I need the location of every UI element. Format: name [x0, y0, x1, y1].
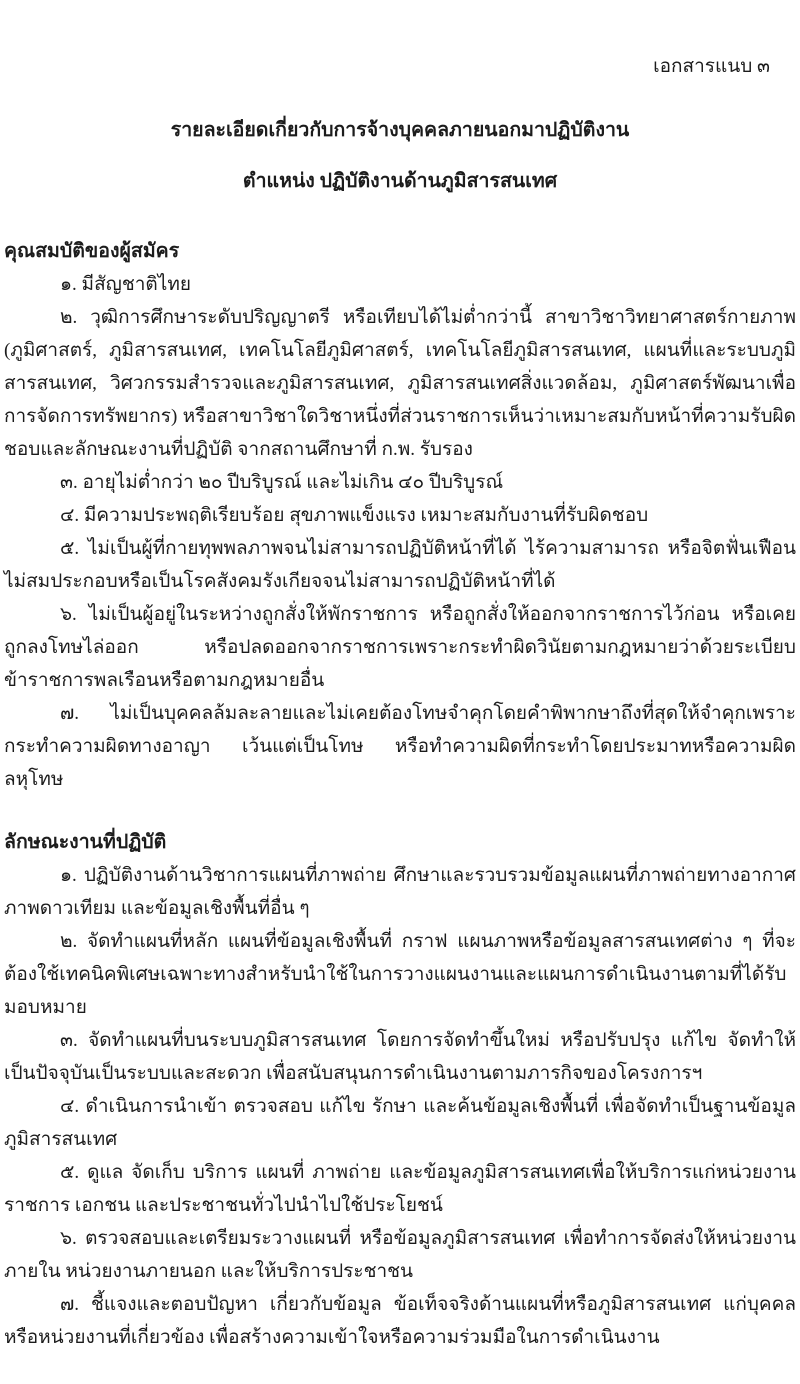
section-heading-qualifications: คุณสมบัติของผู้สมัคร	[4, 241, 180, 263]
job-duty-item-3: ๓. จัดทำแผนที่บนระบบภูมิสารสนเทศ โดยการจัดทำขึ้นใหม่ หรือปรับปรุง แก้ไข จัดทำให้เป็นปัจจุบันเป็นระบบและสะดวก เพื่อสนับสนุนการดำเนินงานตามภารกิจของโครงการฯ	[4, 1030, 796, 1085]
job-duty-item-4: ๔. ดำเนินการนำเข้า ตรวจสอบ แก้ไข รักษา และค้นข้อมูลเชิงพื้นที่ เพื่อจัดทำเป็นฐานข้อมูลภูมิสารสนเทศ	[4, 1096, 796, 1151]
section-qualifications	[4, 235, 796, 796]
qualification-item-3: ๓. อายุไม่ต่ำกว่า ๒๐ ปีบริบูรณ์ และไม่เกิน ๔๐ ปีบริบูรณ์	[60, 472, 504, 494]
qualification-item-1: ๑. มีสัญชาติไทย	[60, 274, 191, 296]
qualification-item-4: ๔. มีความประพฤติเรียบร้อย สุขภาพแข็งแรง เหมาะสมกับงานที่รับผิดชอบ	[60, 505, 649, 527]
qualification-item-5: ๕. ไม่เป็นผู้ที่กายทุพพลภาพจนไม่สามารถปฏิบัติหน้าที่ได้ ไร้ความสามารถ หรือจิตฟั่นเฟือน ไม่สมประกอบหรือเป็นโรคสังคมรังเกียจจนไม่สามารถปฏิบัติหน้าที่ได้	[4, 538, 796, 593]
qualification-item-6: ๖. ไม่เป็นผู้อยู่ในระหว่างถูกสั่งให้พักราชการ หรือถูกสั่งให้ออกจากราชการไว้ก่อน หรือเคยถูกลงโทษไล่ออก หรือปลดออกจากราชการเพราะกระทำผิดวินัยตามกฎหมายว่าด้วยระเบียบข้าราชการพลเรือนหรือตามกฎหมายอื่น	[4, 604, 796, 692]
job-duty-item-7: ๗. ชี้แจงและตอบปัญหา เกี่ยวกับข้อมูล ข้อเท็จจริงด้านแผนที่หรือภูมิสารสนเทศ แก่บุคคลหรือหน่วยงานที่เกี่ยวข้อง เพื่อสร้างความเข้าใจหรือความร่วมมือในการดำเนินงาน	[4, 1294, 796, 1349]
section-heading-job-description: ลักษณะงานที่ปฏิบัติ	[4, 832, 167, 854]
attachment-label: เอกสารแนบ ๓	[653, 56, 770, 77]
section-job-description	[4, 826, 796, 1354]
qualification-item-7: ๗. ไม่เป็นบุคคลล้มละลายและไม่เคยต้องโทษจำคุกโดยคำพิพากษาถึงที่สุดให้จำคุกเพราะกระทำความผิดทางอาญา เว้นแต่เป็นโทษ หรือทำความผิดที่กระทำโดยประมาทหรือความผิดลหุโทษ	[4, 703, 796, 791]
document-title: รายละเอียดเกี่ยวกับการจ้างบุคคลภายนอกมาปฏิบัติงาน	[170, 119, 630, 141]
job-duty-item-1: ๑. ปฏิบัติงานด้านวิชาการแผนที่ภาพถ่าย ศึกษาและรวบรวมข้อมูลแผนที่ภาพถ่ายทางอากาศ ภาพดาวเทียม และข้อมูลเชิงพื้นที่อื่น ๆ	[4, 865, 796, 920]
job-duty-item-2: ๒. จัดทำแผนที่หลัก แผนที่ข้อมูลเชิงพื้นที่ กราฟ แผนภาพหรือข้อมูลสารสนเทศต่าง ๆ ที่จะต้องใช้เทคนิคพิเศษเฉพาะทางสำหรับนำใช้ในการวางแผนงานและแผนการดำเนินงานตามที่ได้รับมอบหมาย	[4, 931, 796, 1019]
qualification-item-2: ๒. วุฒิการศึกษาระดับปริญญาตรี หรือเทียบได้ไม่ต่ำกว่านี้ สาขาวิชาวิทยาศาสตร์กายภาพ (ภูมิศาสตร์, ภูมิสารสนเทศ, เทคโนโลยีภูมิศาสตร์, เทคโนโลยีภูมิสารสนเทศ, แผนที่และระบบภูมิสารสนเทศ, วิศวกรรมสำรวจและภูมิสารสนเทศ, ภูมิสารสนเทศสิ่งแวดล้อม, ภูมิศาสตร์พัฒนาเพื่อการจัดการทรัพยากร) หรือสาขาวิชาใดวิชาหนึ่งที่ส่วนราชการเห็นว่าเหมาะสมกับหน้าที่ความรับผิดชอบและลักษณะงานที่ปฏิบัติ จากสถานศึกษาที่ ก.พ. รับรอง	[4, 307, 796, 461]
job-duty-item-5: ๕. ดูแล จัดเก็บ บริการ แผนที่ ภาพถ่าย และข้อมูลภูมิสารสนเทศเพื่อให้บริการแก่หน่วยงานราชการ เอกชน และประชาชนทั่วไปนำไปใช้ประโยชน์	[4, 1162, 796, 1217]
job-duty-item-6: ๖. ตรวจสอบและเตรียมระวางแผนที่ หรือข้อมูลภูมิสารสนเทศ เพื่อทำการจัดส่งให้หน่วยงานภายใน หน่วยงานภายนอก และให้บริการประชาชน	[4, 1228, 796, 1283]
position-title: ตำแหน่ง ปฏิบัติงานด้านภูมิสารสนเทศ	[242, 170, 558, 192]
